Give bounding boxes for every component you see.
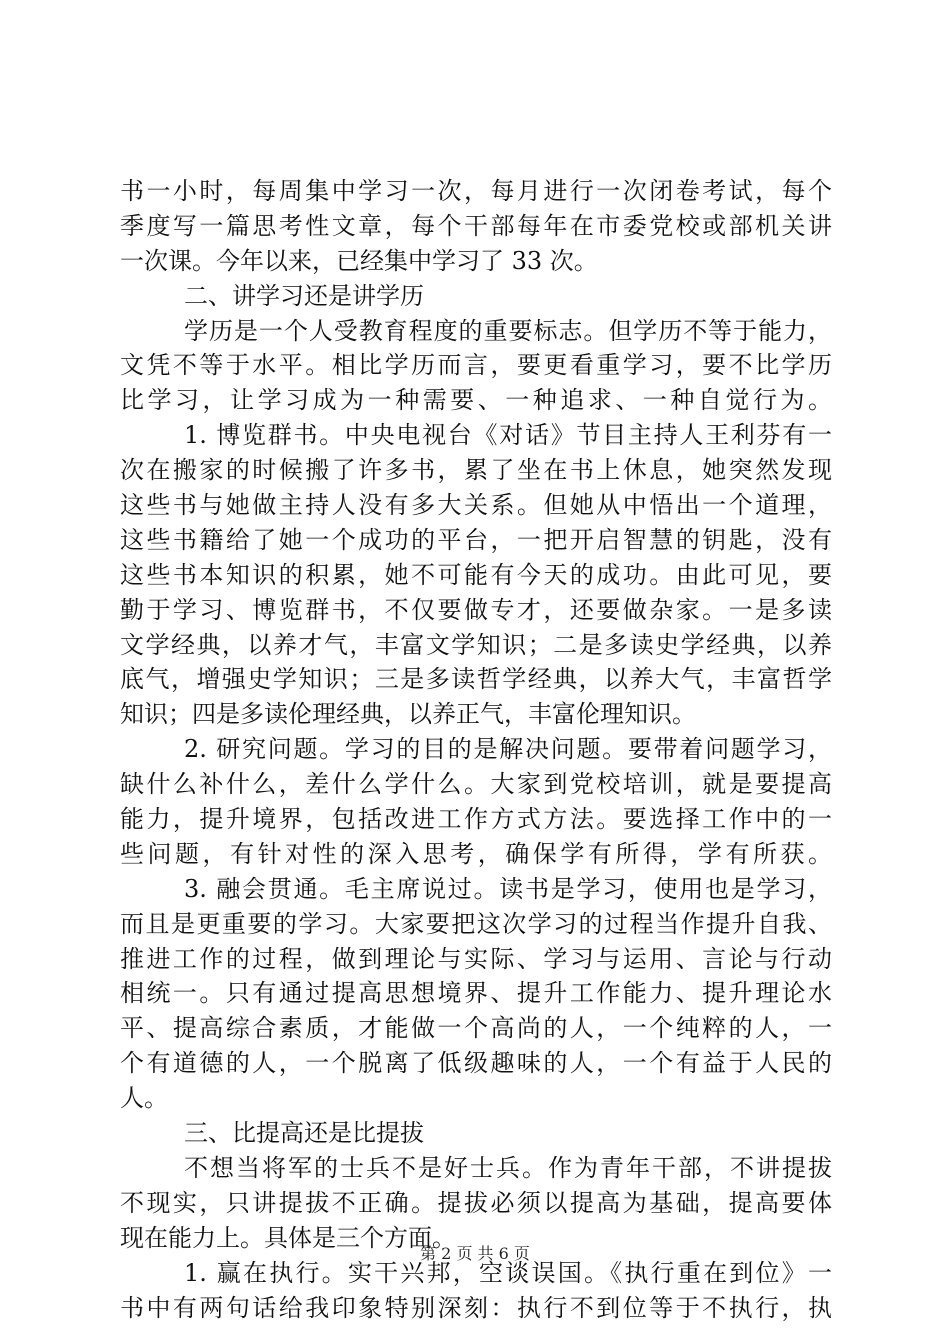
text-line: 书一小时，每周集中学习一次，每月进行一次闭卷考试，每个 (120, 177, 832, 205)
text-line: 次在搬家的时候搬了许多书，累了坐在书上休息，她突然发现 (120, 456, 832, 485)
text-line: 现在能力上。具体是三个方面。 (120, 1223, 456, 1252)
text-line: 书中有两句话给我印象特别深刻：执行不到位等于不执行，执 (120, 1293, 832, 1322)
text-line: 些问题，有针对性的深入思考，确保学有所得，学有所获。 (120, 839, 832, 868)
text-line: 勤于学习、博览群书，不仅要做专才，还要做杂家。一是多读 (120, 595, 832, 624)
text-line: 缺什么补什么，差什么学什么。大家到党校培训，就是要提高 (120, 770, 832, 799)
text-line: 相统一。只有通过提高思想境界、提升工作能力、提升理论水 (120, 979, 832, 1008)
text-line: 能力，提升境界，包括改进工作方式方法。要选择工作中的一 (120, 805, 832, 834)
text-line: 3. 融会贯通。毛主席说过。读书是学习，使用也是学习， (184, 874, 832, 903)
text-line: 底气，增强史学知识；三是多读哲学经典，以养大气，丰富哲学 (120, 665, 832, 694)
text-line: 知识；四是多读伦理经典，以养正气，丰富伦理知识。 (120, 700, 696, 729)
text-line: 一次课。今年以来，已经集中学习了 33 次。 (120, 246, 598, 275)
text-line: 这些书与她做主持人没有多大关系。但她从中悟出一个道理， (120, 491, 832, 520)
text-line: 推进工作的过程，做到理论与实际、学习与运用、言论与行动 (120, 944, 832, 973)
text-line: 平、提高综合素质，才能做一个高尚的人，一个纯粹的人，一 (120, 1014, 832, 1043)
text-line: 这些书本知识的积累，她不可能有今天的成功。由此可见，要 (120, 560, 832, 589)
text-line: 文凭不等于水平。相比学历而言，要更看重学习，要不比学历 (120, 351, 832, 380)
text-line: 不想当将军的士兵不是好士兵。作为青年干部，不讲提拔 (184, 1153, 832, 1182)
text-line: 季度写一篇思考性文章，每个干部每年在市委党校或部机关讲 (120, 211, 832, 240)
text-line: 比学习，让学习成为一种需要、一种追求、一种自觉行为。 (120, 386, 832, 415)
text-line: 文学经典，以养才气，丰富文学知识；二是多读史学经典，以养 (120, 630, 832, 659)
text-line: 这些书籍给了她一个成功的平台，一把开启智慧的钥匙，没有 (120, 525, 832, 554)
page-footer (0, 1244, 950, 1264)
text-line: 人。 (120, 1084, 168, 1113)
text-line: 学历是一个人受教育程度的重要标志。但学历不等于能力， (184, 316, 832, 345)
text-line: 而且是更重要的学习。大家要把这次学习的过程当作提升自我、 (120, 909, 832, 938)
page-number-label: 第 2 页 共 6 页 (420, 1244, 530, 1263)
text-line: 三、比提高还是比提拔 (184, 1119, 424, 1148)
text-line: 1. 赢在执行。实干兴邦，空谈误国。《执行重在到位》一 (184, 1258, 832, 1287)
text-line: 不现实，只讲提拔不正确。提拔必须以提高为基础，提高要体 (120, 1188, 832, 1217)
text-line: 2. 研究问题。学习的目的是解决问题。要带着问题学习， (184, 735, 832, 764)
text-line: 1. 博览群书。中央电视台《对话》节目主持人王利芬有一 (184, 421, 832, 450)
text-line: 二、讲学习还是讲学历 (184, 281, 424, 310)
text-line: 个有道德的人，一个脱离了低级趣味的人，一个有益于人民的 (120, 1049, 832, 1078)
document-body (120, 174, 832, 1325)
